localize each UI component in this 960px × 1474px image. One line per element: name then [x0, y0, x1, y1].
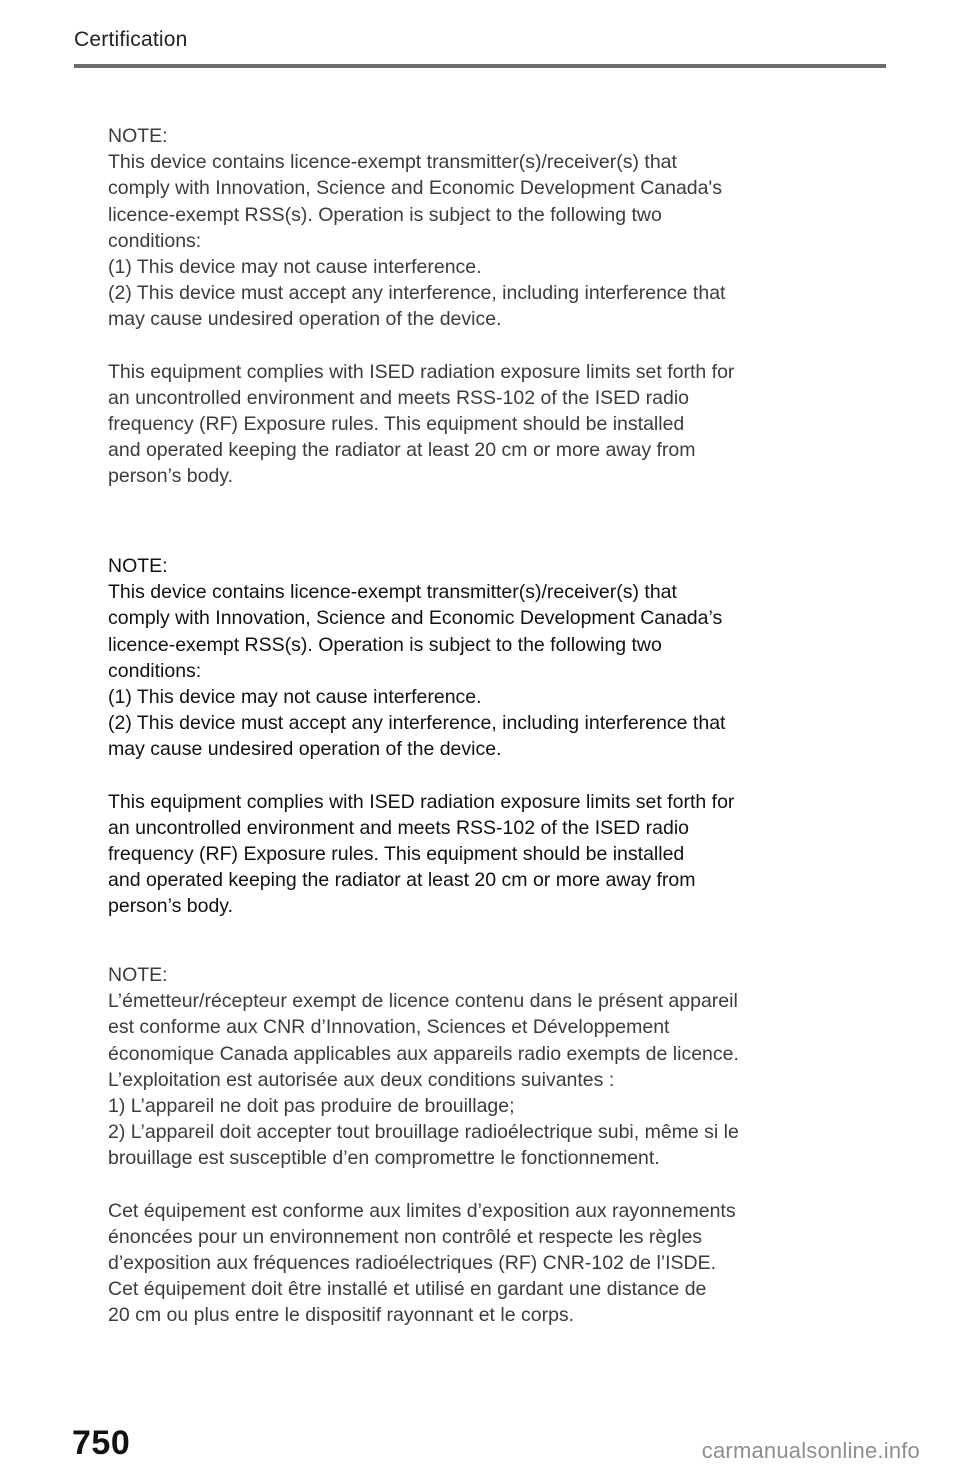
note-line: NOTE:: [108, 125, 168, 147]
note-line: comply with Innovation, Science and Economic Development Canada's: [108, 177, 722, 200]
note-line: est conforme aux CNR d’Innovation, Sciences et Développement: [108, 1016, 670, 1039]
note-line: conditions:: [108, 659, 202, 682]
exposure-line: Cet équipement est conforme aux limites d’exposition aux rayonnements: [108, 1199, 736, 1222]
page-number: 750: [72, 1424, 131, 1462]
note-line: conditions:: [108, 229, 202, 252]
note-line: L’exploitation est autorisée aux deux conditions suivantes :: [108, 1068, 615, 1091]
note-line: (1) This device may not cause interference.: [108, 686, 482, 709]
exposure-line: frequency (RF) Exposure rules. This equipment should be installed: [108, 413, 685, 436]
note-line: L’émetteur/récepteur exempt de licence contenu dans le présent appareil: [108, 990, 738, 1013]
note-line: may cause undesired operation of the device.: [108, 308, 502, 331]
note-line: This device contains licence-exempt transmitter(s)/receiver(s) that: [108, 151, 677, 174]
exposure-line: person’s body.: [108, 895, 234, 918]
watermark-text: carmanualsonline.info: [701, 1438, 920, 1463]
note-line: 2) L’appareil doit accepter tout brouillage radioélectrique subi, même si le: [108, 1121, 739, 1144]
certification-block-french: [108, 962, 848, 1329]
note-paragraph: [108, 123, 848, 333]
section-title: Certification: [74, 28, 188, 51]
note-line: (2) This device must accept any interference, including interference that: [108, 282, 726, 305]
exposure-line: and operated keeping the radiator at least 20 cm or more away from: [108, 869, 696, 892]
exposure-paragraph: [108, 359, 848, 490]
exposure-line: 20 cm ou plus entre le dispositif rayonnant et le corps.: [108, 1304, 575, 1327]
exposure-line: This equipment complies with ISED radiation exposure limits set forth for: [108, 360, 735, 383]
exposure-line: and operated keeping the radiator at least 20 cm or more away from: [108, 439, 696, 462]
note-line: This device contains licence-exempt transmitter(s)/receiver(s) that: [108, 581, 677, 604]
note-line: licence-exempt RSS(s). Operation is subject to the following two: [108, 633, 662, 656]
exposure-line: person’s body.: [108, 465, 234, 488]
note-line: (1) This device may not cause interference.: [108, 256, 482, 279]
exposure-line: d’exposition aux fréquences radioélectriques (RF) CNR-102 de l’ISDE.: [108, 1252, 717, 1275]
note-line: brouillage est susceptible d’en compromettre le fonctionnement.: [108, 1147, 660, 1170]
exposure-line: This equipment complies with ISED radiation exposure limits set forth for: [108, 790, 735, 813]
note-line: 1) L’appareil ne doit pas produire de brouillage;: [108, 1095, 515, 1118]
exposure-line: an uncontrolled environment and meets RSS-102 of the ISED radio: [108, 816, 690, 839]
exposure-line: frequency (RF) Exposure rules. This equipment should be installed: [108, 843, 685, 866]
note-line: économique Canada applicables aux appareils radio exempts de licence.: [108, 1042, 739, 1065]
note-line: may cause undesired operation of the device.: [108, 738, 502, 761]
exposure-paragraph: [108, 789, 848, 920]
page-header: [74, 28, 886, 68]
note-line: comply with Innovation, Science and Economic Development Canada’s: [108, 607, 723, 630]
certification-block-english-2: [108, 553, 848, 920]
exposure-line: Cet équipement doit être installé et utilisé en gardant une distance de: [108, 1278, 707, 1301]
exposure-line: énoncées pour un environnement non contrôlé et respecte les règles: [108, 1225, 703, 1248]
note-line: licence-exempt RSS(s). Operation is subject to the following two: [108, 203, 662, 226]
header-divider: [74, 64, 886, 68]
exposure-line: an uncontrolled environment and meets RSS-102 of the ISED radio: [108, 386, 690, 409]
certification-block-english-1: [108, 123, 848, 490]
note-line: (2) This device must accept any interference, including interference that: [108, 712, 726, 735]
exposure-paragraph: [108, 1198, 848, 1329]
note-paragraph: [108, 962, 848, 1172]
note-paragraph: [108, 553, 848, 763]
note-line: NOTE:: [108, 964, 168, 986]
note-line: NOTE:: [108, 555, 168, 577]
